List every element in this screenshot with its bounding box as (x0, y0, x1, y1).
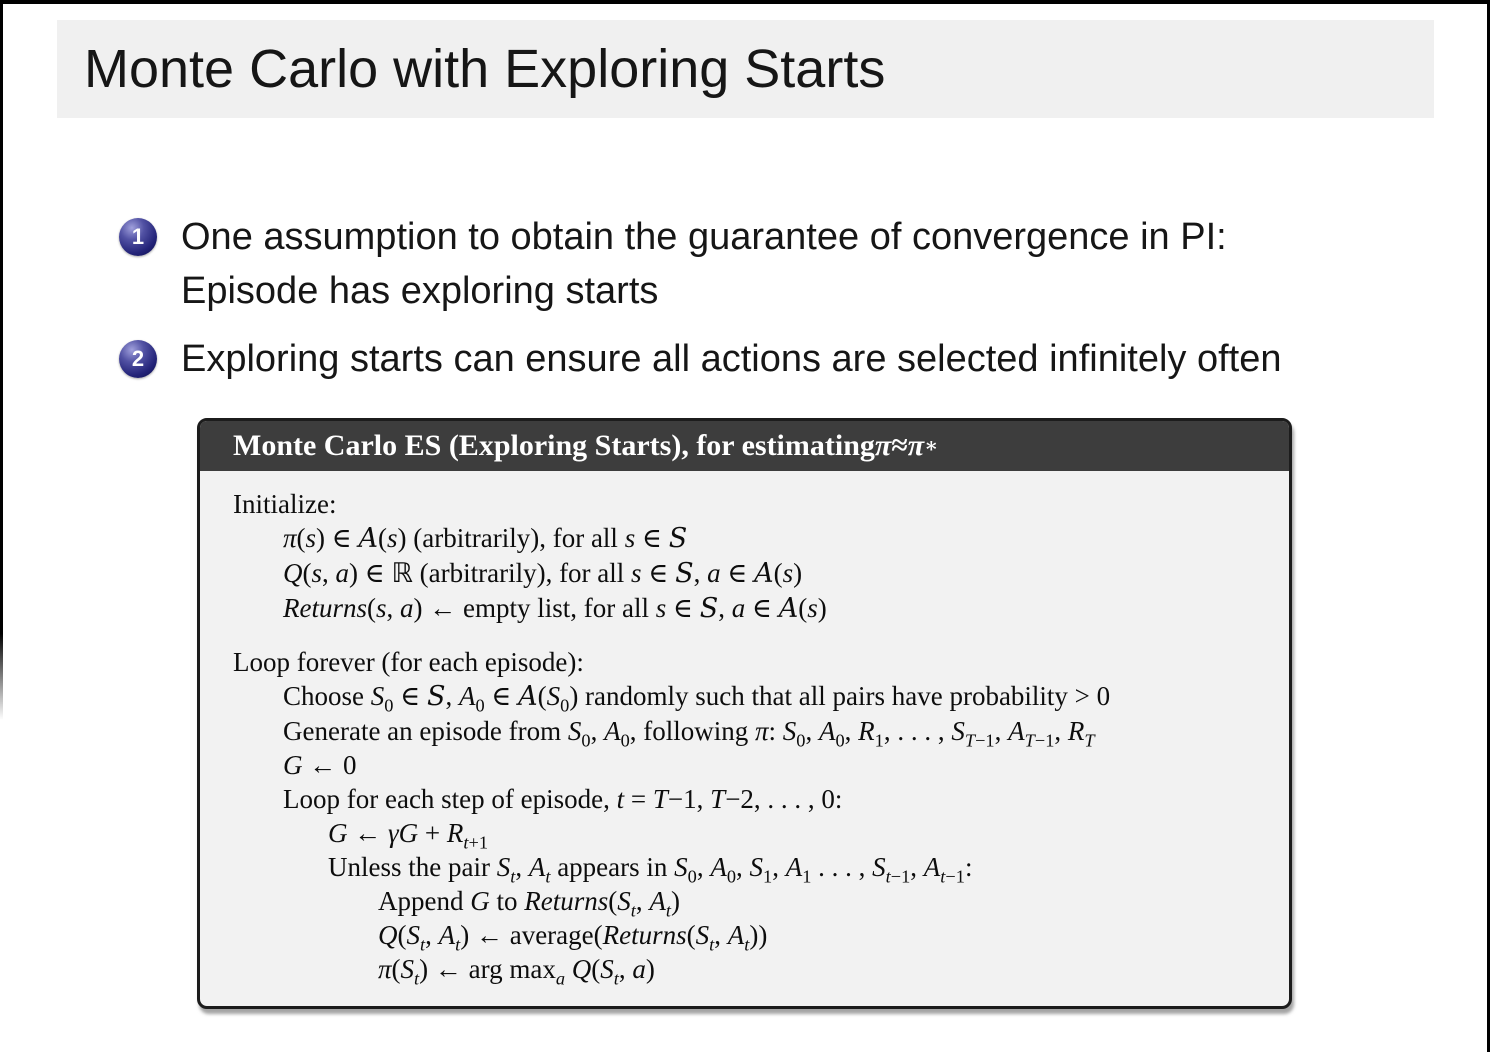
bullet-text: One assumption to obtain the guarantee of convergence in PI: Episode has exploring starts (181, 216, 1227, 312)
bullet-item-2 (119, 332, 1409, 386)
algorithm-box (197, 418, 1292, 1009)
bullet-number-badge: 2 (119, 340, 157, 378)
algo-line-q-average: $Q(S_t$, $A_t$) ← $average(Returns(S_t$, $A_t$)) (378, 920, 768, 955)
bullet-item-1 (119, 210, 1409, 318)
page-border-left (0, 0, 3, 720)
bullet-number-badge: 1 (119, 218, 157, 256)
algo-line-append: Append G to $Returns(S_t$, $A_t$) (378, 886, 680, 921)
algo-line-loop-steps: Loop for each step of episode, t = T−1, T−2, . . . , 0: (283, 784, 843, 814)
algo-line-g-update: G ← $\gamma G + R_{t+1}$ (328, 818, 489, 853)
algo-line-init-q: Q(s, a) ∈ ℝ (arbitrarily), for all s ∈ S, a ∈ A(s) (283, 558, 803, 589)
algorithm-body (200, 471, 1289, 1006)
bullet-list (119, 210, 1409, 400)
page-border-top (0, 0, 1490, 4)
bullet-text: Exploring starts can ensure all actions are selected infinitely often (181, 338, 1282, 380)
algo-line-choose: Choose $S_0$ ∈ S, $A_0$ ∈ $A(S_0)$ randomly such that all pairs have probability > 0 (283, 681, 1111, 716)
algo-line-pi-argmax: $\pi(S_t)$ ← arg $\max_a Q(S_t$, a) (378, 954, 655, 989)
slide-title: Monte Carlo with Exploring Starts (84, 39, 886, 99)
algo-line-loop-forever: Loop forever (for each episode): (233, 647, 584, 677)
algorithm-header: Monte Carlo ES (Exploring Starts), for estimating π ≈ π ∗ (200, 421, 1289, 471)
algo-line-unless: Unless the pair $S_t$, $A_t$ appears in $S_0$, $A_0$, $S_1$, $A_1$ . . . , $S_{t-1}$, $A_{t-1}$: (328, 852, 973, 887)
slide-title-bar (57, 20, 1434, 118)
algo-line-init-pi: π(s) ∈ A(s) (arbitrarily), for all s ∈ S (283, 523, 688, 554)
algo-line-initialize: Initialize: (233, 489, 337, 519)
algo-line-g-zero: G ← 0 (283, 750, 357, 780)
algo-line-init-returns: Returns(s, a) ← empty list, for all s ∈ S, a ∈ A(s) (283, 593, 827, 624)
algo-line-generate: Generate an episode from $S_0$, $A_0$, following π: $S_0$, $A_0$, $R_1$, . . . , $S_{T-1}$, $A_{T-1}$, $R_T$ (283, 716, 1095, 751)
